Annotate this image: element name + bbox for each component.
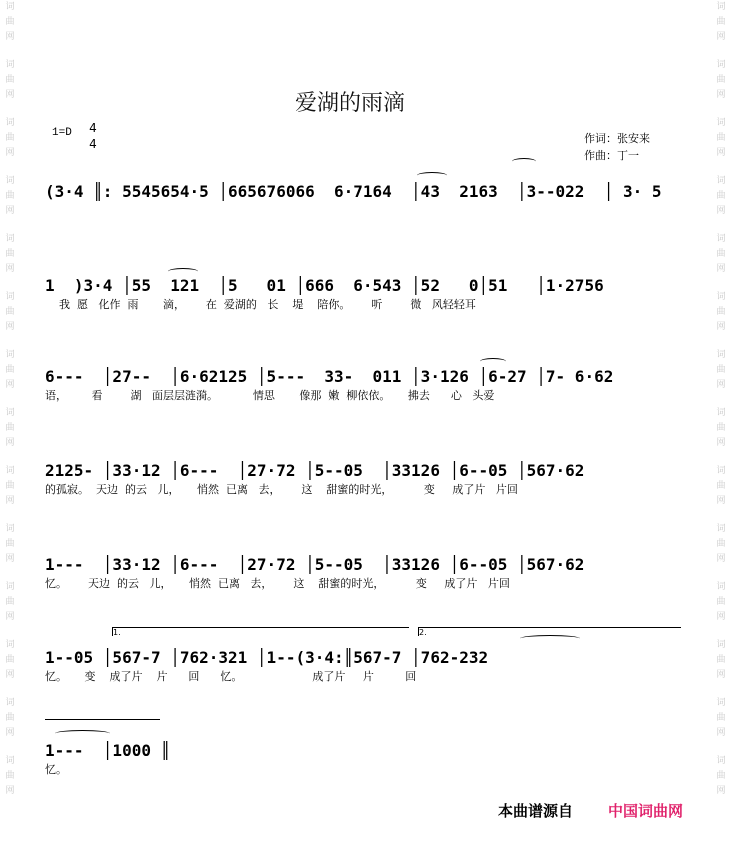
watermark-char: 词 [716,640,726,650]
watermark-char: 网 [716,728,726,738]
lyrics-line: 的孤寂。 天边 的云 儿， 悄然 已离 去， 这 甜蜜的时光， 变 成了片 片回 [45,483,518,496]
watermark-char: 曲 [716,771,726,781]
composer: 作曲：丁一 [584,149,639,162]
watermark-char: 网 [5,264,15,274]
source-label: 本曲谱源自 [498,802,574,820]
watermark-group [714,348,728,393]
watermark-char: 网 [5,554,15,564]
watermark-char: 曲 [5,655,15,665]
watermark-char: 网 [5,670,15,680]
watermark-char: 网 [5,496,15,506]
watermark-group [714,0,728,45]
notation-line: 2125- │33·12 │6--- │27·72 │5--05 │33126 │6--05 │567·62 [45,461,585,480]
watermark-char: 网 [716,380,726,390]
watermark-char: 曲 [5,423,15,433]
score-row-6 [45,648,685,684]
watermark-group [3,174,17,219]
watermark-char: 网 [5,438,15,448]
watermark-char: 词 [5,756,15,766]
watermark-group [714,58,728,103]
notation-line: 1--- │33·12 │6--- │27·72 │5--05 │33126 │6--05 │567·62 [45,555,585,574]
watermark-group [714,754,728,799]
watermark-char: 曲 [5,365,15,375]
watermark-char: 网 [5,728,15,738]
watermark-char: 网 [716,264,726,274]
watermark-char: 曲 [716,249,726,259]
watermark-char: 词 [716,582,726,592]
watermark-group [3,580,17,625]
lyrics-line: 忆。 天边 的云 儿， 悄然 已离 去， 这 甜蜜的时光， 变 成了片 片回 [45,577,510,590]
watermark-char: 词 [5,408,15,418]
watermark-group [3,464,17,509]
watermark-char: 网 [5,32,15,42]
key-signature: 1=D [52,127,72,139]
watermark-char: 词 [5,292,15,302]
slur [417,172,447,179]
watermark-group [714,638,728,683]
watermark-char: 曲 [5,539,15,549]
watermark-char: 网 [5,612,15,622]
lyrics-line: 语， 看 湖 面层层涟漪。 情思 像那 嫩 柳依依。 拂去 心 头爱 [45,389,495,402]
watermark-group [714,580,728,625]
source-link[interactable]: 中国词曲网 [608,802,684,820]
slur [480,358,506,365]
watermark-char: 词 [5,640,15,650]
watermark-char: 网 [716,612,726,622]
watermark-char: 曲 [716,17,726,27]
watermark-char: 网 [716,148,726,158]
watermark-char: 词 [716,60,726,70]
credits [584,130,650,164]
watermark-char: 词 [716,234,726,244]
watermark-char: 词 [716,2,726,12]
lyrics-line: 我 愿 化作 雨 滴， 在 爱湖的 长 堤 陪你。 听 微 风轻轻耳 [45,298,476,311]
watermark-char: 曲 [5,597,15,607]
watermark-char: 曲 [5,249,15,259]
watermark-char: 网 [716,496,726,506]
watermark-group [3,232,17,277]
watermark-char: 词 [5,2,15,12]
notation-line: (3·4 ║: 5545654·5 │665676066 6·7164 │43 2163 │3--022 │ 3· 5 [45,182,662,201]
watermark-char: 曲 [5,307,15,317]
watermark-group [714,696,728,741]
watermark-char: 曲 [716,655,726,665]
watermark-char: 词 [5,234,15,244]
watermark-char: 词 [5,524,15,534]
watermark-char: 网 [5,148,15,158]
watermark-char: 网 [716,554,726,564]
watermark-char: 曲 [716,539,726,549]
notation-line: 1 )3·4 │55 121 │5 01 │666 6·543 │52 0│51 │1·2756 [45,276,604,295]
lyrics-line: 忆。 变 成了片 片 回 忆。 成了片 片 回 [45,670,417,683]
watermark-group [3,406,17,451]
watermark-char: 曲 [716,307,726,317]
watermark-char: 网 [716,32,726,42]
meter-top: 4 [89,121,97,135]
watermark-char: 网 [716,786,726,796]
watermark-right [714,0,728,849]
notation-line: 1--05 │567-7 │762·321 │1--(3·4:║567-7 │762-232 [45,648,489,667]
song-title: 爱湖的雨滴 [294,91,405,116]
watermark-char: 曲 [5,17,15,27]
watermark-char: 网 [5,322,15,332]
watermark-char: 词 [716,350,726,360]
watermark-char: 曲 [5,713,15,723]
watermark-group [714,116,728,161]
watermark-char: 曲 [5,133,15,143]
watermark-char: 词 [716,524,726,534]
watermark-char: 词 [716,756,726,766]
watermark-char: 词 [5,60,15,70]
score-row-3 [45,367,685,403]
watermark-group [3,348,17,393]
watermark-char: 网 [716,322,726,332]
notation-line: 6--- │27-- │6·62125 │5--- 33- 011 │3·126 │6-27 │7- 6·62 [45,367,614,386]
time-signature [87,120,99,152]
meter-bottom: 4 [89,137,97,151]
watermark-char: 网 [5,786,15,796]
watermark-char: 词 [5,176,15,186]
watermark-char: 网 [5,380,15,390]
watermark-group [3,754,17,799]
watermark-char: 曲 [716,191,726,201]
watermark-char: 词 [716,698,726,708]
watermark-char: 词 [716,466,726,476]
watermark-char: 曲 [5,771,15,781]
watermark-group [714,290,728,335]
watermark-group [714,174,728,219]
slur [520,635,580,642]
score-row-1 [45,182,685,204]
slur [55,730,110,737]
watermark-left [3,0,17,849]
watermark-char: 词 [716,118,726,128]
lyrics-line: 忆。 [45,763,67,776]
watermark-char: 网 [5,90,15,100]
watermark-char: 词 [5,118,15,128]
watermark-group [3,290,17,335]
watermark-group [714,464,728,509]
watermark-group [3,638,17,683]
watermark-char: 词 [716,408,726,418]
watermark-char: 网 [5,206,15,216]
watermark-char: 曲 [5,191,15,201]
watermark-char: 曲 [716,597,726,607]
watermark-char: 网 [716,438,726,448]
score-row-2 [45,276,685,312]
watermark-char: 词 [5,466,15,476]
watermark-char: 网 [716,90,726,100]
watermark-char: 词 [5,350,15,360]
lyricist: 作词：张安来 [584,132,650,145]
notation-line: 1--- │1000 ║ [45,741,171,760]
watermark-char: 曲 [716,133,726,143]
watermark-char: 网 [716,206,726,216]
volta-2: 2. [418,627,681,636]
watermark-char: 网 [716,670,726,680]
volta-1: 1. [112,627,409,636]
watermark-group [714,232,728,277]
watermark-group [3,522,17,567]
score-row-5 [45,555,685,591]
score-row-4 [45,461,685,497]
watermark-group [3,0,17,45]
watermark-char: 曲 [5,481,15,491]
watermark-char: 曲 [716,713,726,723]
watermark-group [714,522,728,567]
tie-bracket [45,719,160,728]
watermark-group [3,696,17,741]
watermark-char: 词 [5,698,15,708]
watermark-char: 曲 [716,481,726,491]
watermark-group [3,116,17,161]
watermark-char: 曲 [716,365,726,375]
watermark-char: 曲 [716,423,726,433]
watermark-char: 词 [5,582,15,592]
watermark-char: 词 [716,176,726,186]
score-row-7 [45,741,685,777]
watermark-char: 词 [716,292,726,302]
watermark-char: 曲 [716,75,726,85]
slur [512,158,536,165]
watermark-group [714,406,728,451]
watermark-char: 曲 [5,75,15,85]
slur [168,268,198,275]
